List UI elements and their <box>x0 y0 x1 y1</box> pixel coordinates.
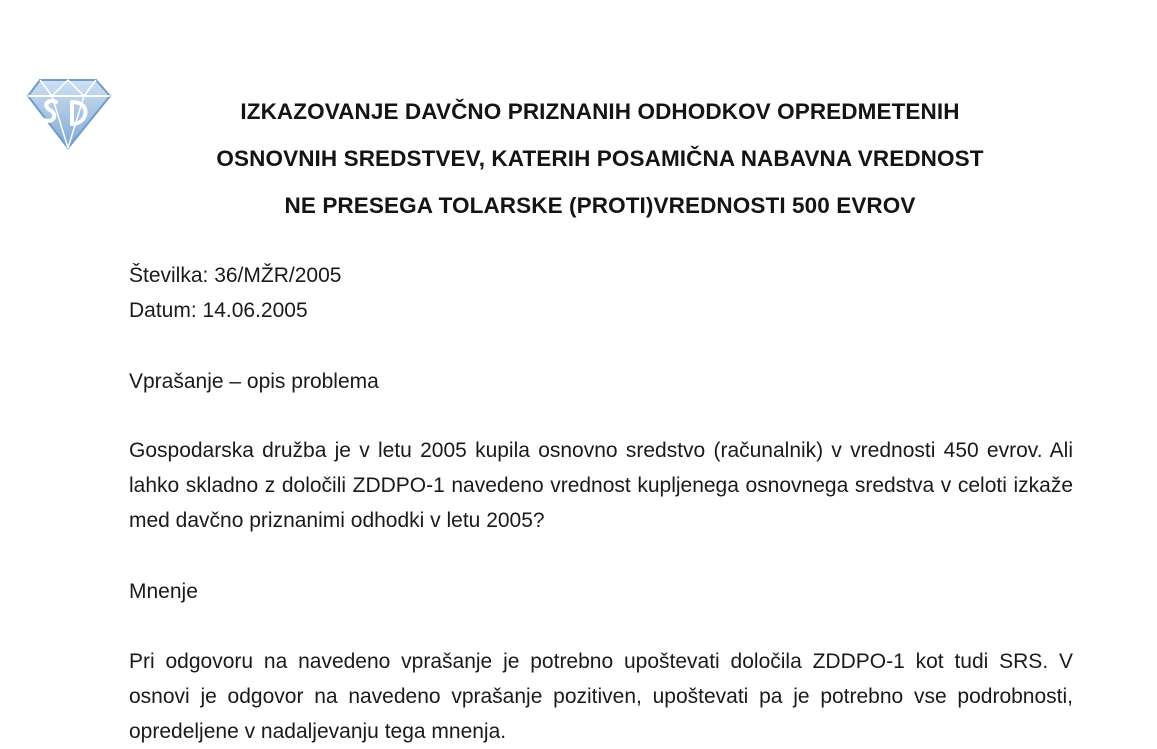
question-heading: Vprašanje – opis problema <box>129 370 379 393</box>
diamond-logo-icon <box>26 78 112 150</box>
question-paragraph: Gospodarska družba je v letu 2005 kupila osnovno sredstvo (računalnik) v vrednosti 450 evrov. Ali lahko skladno z določili ZDDPO-1 navedeno vrednost kupljenega osnovnega sredstva v celoti izkaže med davčno priznanimi odhodki v letu 2005? <box>129 439 1073 532</box>
opinion-heading: Mnenje <box>129 580 198 603</box>
title-line-1: IZKAZOVANJE DAVČNO PRIZNANIH ODHODKOV OPREDMETENIH <box>240 99 960 124</box>
document-number: Številka: 36/MŽR/2005 <box>129 264 342 287</box>
opinion-paragraph: Pri odgovoru na navedeno vprašanje je potrebno upoštevati določila ZDDPO-1 kot tudi SRS. V osnovi je odgovor na navedeno vprašanje pozitiven, upoštevati pa je potrebno vse podrobnosti, opredeljene v nadaljevanju tega mnenja. <box>129 650 1073 743</box>
title-line-3: NE PRESEGA TOLARSKE (PROTI)VREDNOSTI 500 EVROV <box>284 193 916 218</box>
document-title <box>120 88 1080 229</box>
title-line-2: OSNOVNIH SREDSTVEV, KATERIH POSAMIČNA NABAVNA VREDNOST <box>216 146 984 171</box>
document-date: Datum: 14.06.2005 <box>129 299 308 322</box>
